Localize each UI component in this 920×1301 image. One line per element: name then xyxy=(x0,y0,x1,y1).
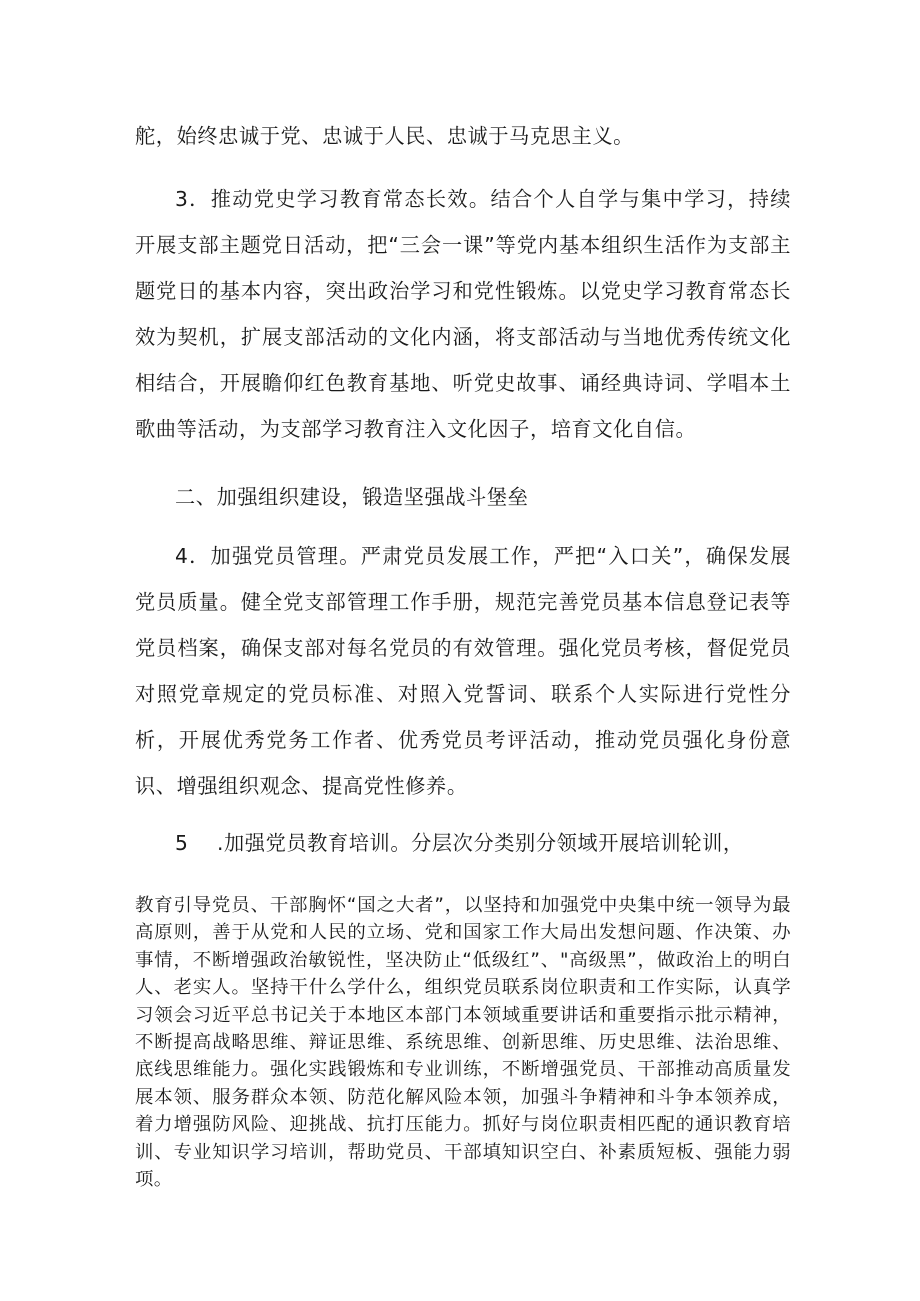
paragraph-item-5-heading xyxy=(175,820,744,866)
section-heading-2: 二、加强组织建设，锻造坚强战斗堡垒 xyxy=(175,485,529,509)
paragraph-item-5-body: 教育引导党员、干部胸怀“国之大者”，以坚持和加强党中央集中统一领导为最高原则，善于从党和人民的立场、党和国家工作大局出发想问题、作决策、办事情，不断增强政治敏锐性，坚决防止“低级红”、"高级黑”，做政治上的明白人、老实人。坚持干什么学什么，组织党员联系岗位职责和工作实际，认真学习领会习近平总书记关于本地区本部门本领域重要讲话和重要指示批示精神，不断提高战略思维、辩证思维、系统思维、创新思维、历史思维、法治思维、底线思维能力。强化实践锻炼和专业训练，不断增强党员、干部推动高质量发展本领、服务群众本领、防范化解风险本领，加强斗争精神和斗争本领养成，着力增强防风险、迎挑战、抗打压能力。抓好与岗位职责相匹配的通识教育培训、专业知识学习培训，帮助党员、干部填知识空白、补素质短板、强能力弱项。 xyxy=(135,895,791,1191)
paragraph-item-4: 4．加强党员管理。严肃党员发展工作，严把“入口关”，确保发展党员质量。健全党支部管理工作手册，规范完善党员基本信息登记表等党员档案，确保支部对每名党员的有效管理。强化党员考核，督促党员对照党章规定的党员标准、对照入党誓词、联系个人实际进行党性分析，开展优秀党务工作者、优秀党员考评活动，推动党员强化身份意识、增强组织观念、提高党性修养。 xyxy=(135,544,791,798)
paragraph-item-3: 3．推动党史学习教育常态长效。结合个人自学与集中学习，持续开展支部主题党日活动，把“三会一课”等党内基本组织生活作为支部主题党日的基本内容，突出政治学习和党性锻炼。以党史学习教育常态长效为契机，扩展支部活动的文化内涵，将支部活动与当地优秀传统文化相结合，开展瞻仰红色教育基地、听党史故事、诵经典诗词、学唱本土歌曲等活动，为支部学习教育注入文化因子，培育文化自信。 xyxy=(135,187,791,441)
item-5-title: .加强党员教育培训。分层次分类别分领域开展培训轮训， xyxy=(217,831,744,855)
paragraph-continuation: 舵，始终忠诚于党、忠诚于人民、忠诚于马克思主义。 xyxy=(135,124,634,148)
item-5-number: 5 xyxy=(175,831,189,855)
